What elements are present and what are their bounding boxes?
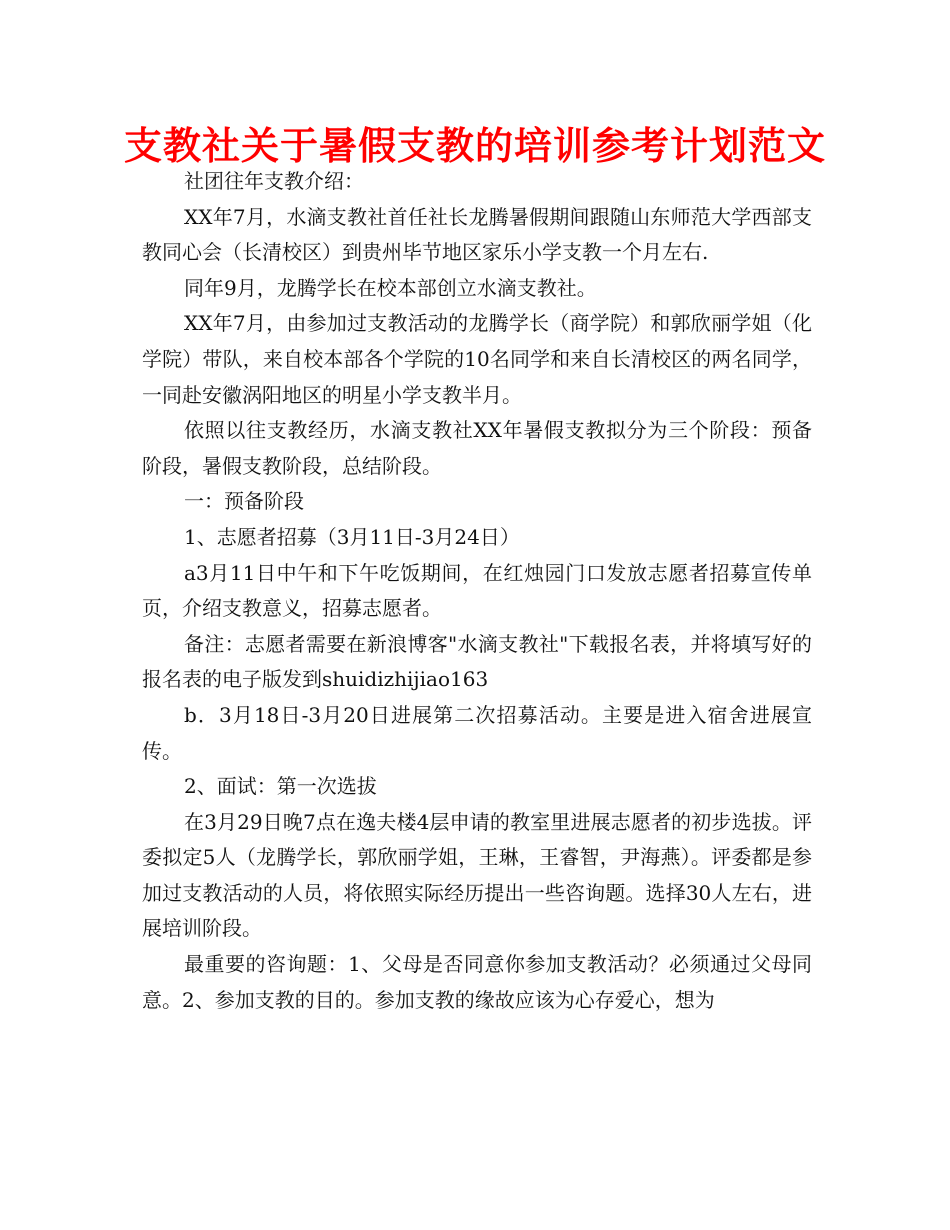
document-body bbox=[142, 164, 812, 1018]
subsection-heading: 2、面试：第一次选拔 bbox=[184, 774, 377, 799]
paragraph: 依照以往支教经历，水滴支教社XX年暑假支教拟分为三个阶段：预备阶段，暑假支教阶段，总结阶段。 bbox=[142, 418, 812, 478]
paragraph: a3月11日中午和下午吃饭期间，在红烛园门口发放志愿者招募宣传单页，介绍支教意义，招募志愿者。 bbox=[142, 560, 812, 621]
paragraph: 在3月29日晚7点在逸夫楼4层申请的教室里进展志愿者的初步选拔。评委拟定5人（龙腾学长，郭欣丽学姐，王琳，王睿智，尹海燕）。评委都是参加过支教活动的人员，将依照实际经历提出一些咨询题。选择30人左右，进展培训阶段。 bbox=[142, 809, 812, 941]
note-paragraph: 备注：志愿者需要在新浪博客"水滴支教社"下载报名表，并将填写好的报名表的电子版发到shuidizhijiao163 bbox=[142, 631, 812, 692]
paragraph-intro-heading: 社团往年支教介绍： bbox=[184, 169, 364, 193]
section-heading: 一：预备阶段 bbox=[184, 489, 304, 514]
paragraph: 最重要的咨询题：1、父母是否同意你参加支教活动？必须通过父母同意。2、参加支教的目的。参加支教的缘故应该为心存爱心，想为 bbox=[142, 952, 812, 1012]
paragraph: XX年7月，水滴支教社首任社长龙腾暑假期间跟随山东师范大学西部支教同心会（长清校区）到贵州毕节地区家乐小学支教一个月左右. bbox=[142, 204, 812, 265]
paragraph: XX年7月，由参加过支教活动的龙腾学长（商学院）和郭欣丽学姐（化学院）带队，来自校本部各个学院的10名同学和来自长清校区的两名同学，一同赴安徽涡阳地区的明星小学支教半月。 bbox=[142, 311, 812, 407]
paragraph: 同年9月，龙腾学长在校本部创立水滴支教社。 bbox=[184, 275, 597, 300]
subsection-heading: 1、志愿者招募（3月11日-3月24日） bbox=[184, 524, 520, 549]
paragraph: b．3月18日-3月20日进展第二次招募活动。主要是进入宿舍进展宣传。 bbox=[142, 702, 812, 763]
document-title: 支教社关于暑假支教的培训参考计划范文 bbox=[123, 124, 826, 168]
